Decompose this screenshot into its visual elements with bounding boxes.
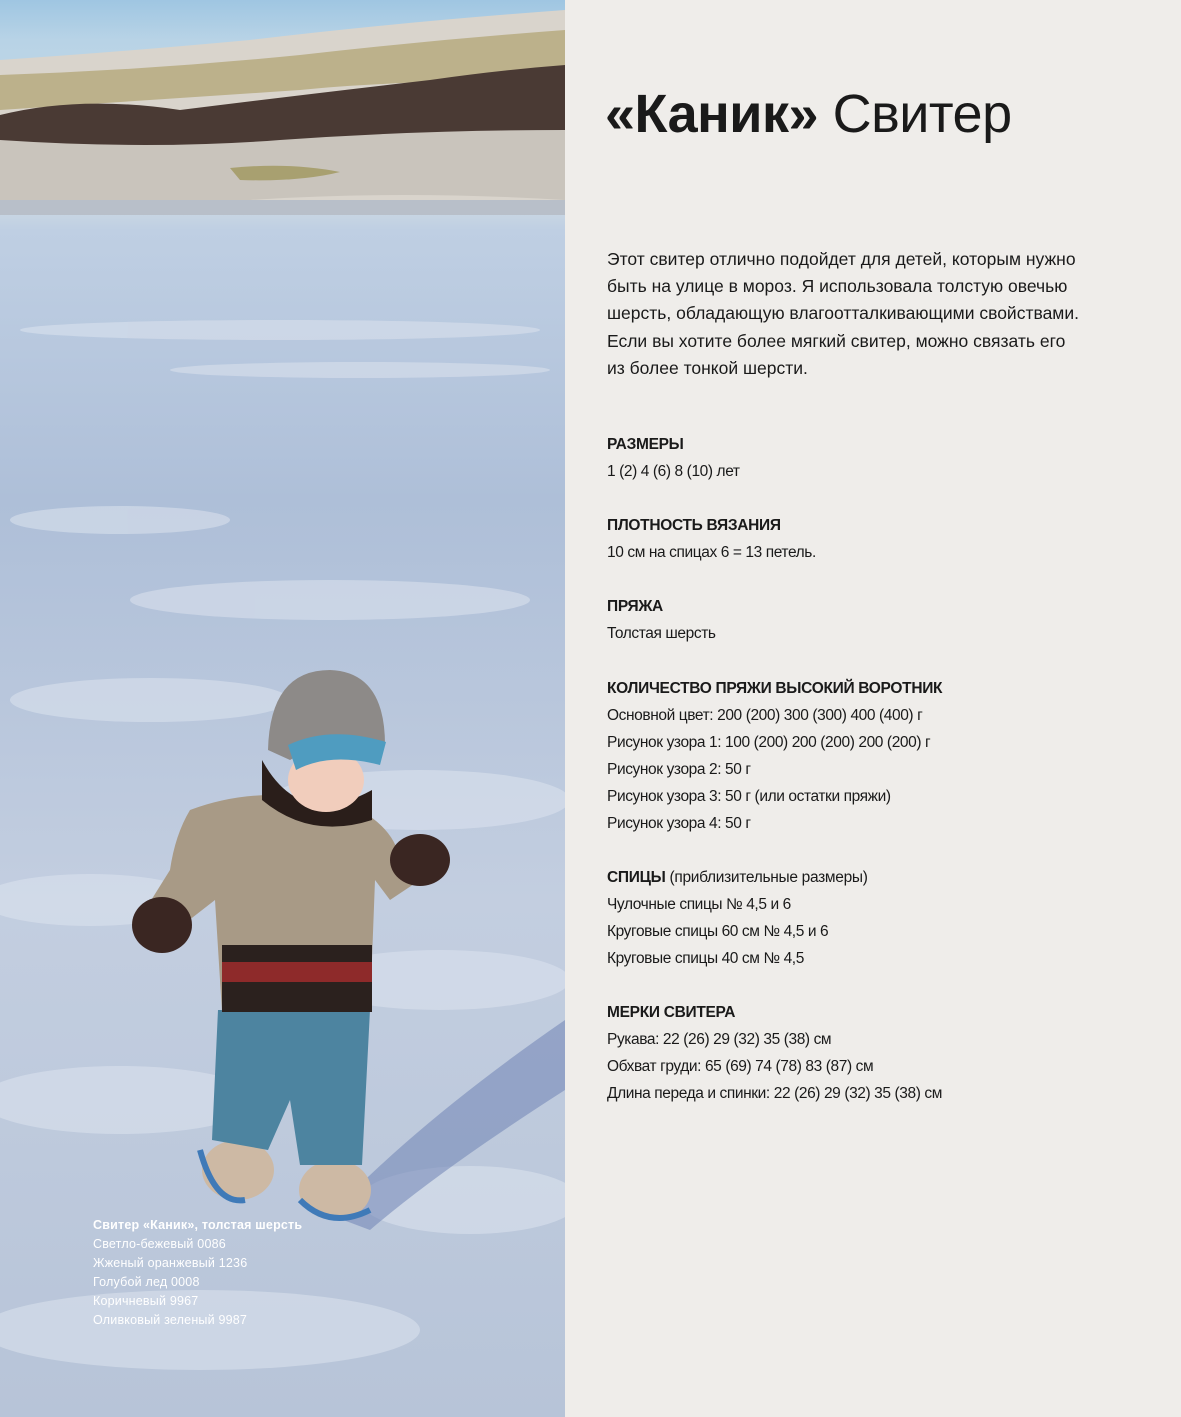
caption-line: Жженый оранжевый 1236 [93, 1256, 248, 1270]
section-heading: КОЛИЧЕСТВО ПРЯЖИ ВЫСОКИЙ ВОРОТНИК [607, 680, 943, 697]
section-line: Чулочные спицы № 4,5 и 6 [607, 896, 791, 913]
gauge-section [607, 512, 816, 566]
section-line: Рисунок узора 3: 50 г (или остатки пряжи) [607, 788, 891, 805]
yarn-section [607, 593, 716, 647]
sizes-section [607, 431, 740, 485]
caption-line: Голубой лед 0008 [93, 1275, 200, 1289]
section-line: Круговые спицы 60 см № 4,5 и 6 [607, 923, 829, 940]
section-heading-main: СПИЦЫ [607, 869, 666, 886]
section-heading: МЕРКИ СВИТЕРА [607, 1004, 736, 1021]
title-bold-part: «Каник» [605, 84, 819, 144]
section-heading-sub: (приблизительные размеры) [665, 869, 868, 886]
section-line: 10 см на спицах 6 = 13 петель. [607, 544, 816, 561]
intro-paragraph: Этот свитер отлично подойдет для детей, которым нужно быть на улице в мороз. Я использовала толстую овечью шерсть, обладающую влагоотталкивающими свойствами. Если вы хотите более мягкий свитер, можно связать его из более тонкой шерсти. [607, 249, 1079, 378]
section-line: Рисунок узора 2: 50 г [607, 761, 751, 778]
caption-line: Оливковый зеленый 9987 [93, 1313, 248, 1327]
text-panel [565, 0, 1181, 1417]
title-normal-part: Свитер [818, 84, 1012, 144]
yarn-amount-section [607, 675, 942, 837]
caption-line: Коричневый 9967 [93, 1294, 199, 1308]
page-title [605, 83, 1012, 145]
caption-title: Свитер «Каник», толстая шерсть [93, 1218, 303, 1232]
section-line: Основной цвет: 200 (200) 300 (300) 400 (400) г [607, 707, 923, 724]
section-line: Круговые спицы 40 см № 4,5 [607, 950, 804, 967]
section-heading: ПЛОТНОСТЬ ВЯЗАНИЯ [607, 517, 781, 534]
measurements-section [607, 999, 942, 1107]
section-heading: ПРЯЖА [607, 598, 663, 615]
caption-line: Светло-бежевый 0086 [93, 1237, 226, 1251]
section-line: Рисунок узора 1: 100 (200) 200 (200) 200 (200) г [607, 734, 931, 751]
needles-section [607, 864, 868, 972]
section-line: Рисунок узора 4: 50 г [607, 815, 751, 832]
section-line: Обхват груди: 65 (69) 74 (78) 83 (87) см [607, 1058, 874, 1075]
section-line: Длина переда и спинки: 22 (26) 29 (32) 35 (38) см [607, 1085, 943, 1102]
section-line: 1 (2) 4 (6) 8 (10) лет [607, 463, 740, 480]
section-heading [607, 864, 868, 891]
section-line: Рукава: 22 (26) 29 (32) 35 (38) см [607, 1031, 832, 1048]
section-line: Толстая шерсть [607, 625, 716, 642]
child-on-ice-photo [0, 0, 565, 1417]
photo-panel [0, 0, 565, 1417]
section-heading: РАЗМЕРЫ [607, 436, 684, 453]
photo-caption [93, 1216, 302, 1330]
